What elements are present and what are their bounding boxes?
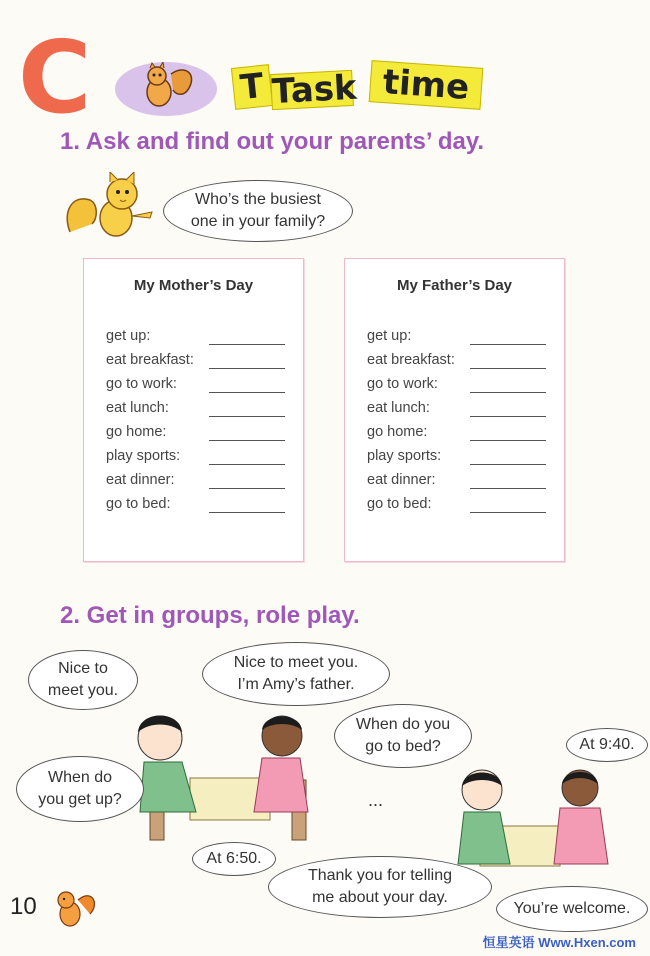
card-title: My Father’s Day [396, 277, 513, 294]
answer-blank [209, 488, 285, 489]
schedule-row [367, 397, 546, 421]
answer-blank [209, 416, 285, 417]
row-label: eat breakfast: [106, 352, 194, 368]
schedule-row [367, 445, 546, 469]
schedule-row [367, 349, 546, 373]
speech-bubble-busiest: Who’s the busiest one in your family? [163, 180, 353, 242]
row-label: eat dinner: [106, 472, 175, 488]
ellipsis-text: ... [368, 790, 384, 810]
task2-heading: 2. Get in groups, role play. [60, 602, 360, 629]
row-label: go home: [367, 424, 428, 440]
answer-blank [470, 464, 546, 465]
schedule-row [106, 493, 285, 517]
schedule-row [106, 421, 285, 445]
row-label: go to work: [367, 376, 438, 392]
answer-blank [470, 344, 546, 345]
answer-blank [209, 392, 285, 393]
answer-blank [209, 440, 285, 441]
answer-blank [209, 512, 285, 513]
mother-day-card [83, 258, 304, 562]
row-label: eat lunch: [106, 400, 169, 416]
row-label: eat breakfast: [367, 352, 455, 368]
squirrel-badge [115, 62, 217, 116]
row-label: eat dinner: [367, 472, 436, 488]
schedule-row [367, 373, 546, 397]
answer-blank [470, 440, 546, 441]
squirrel-icon [64, 172, 164, 244]
schedule-row [106, 397, 285, 421]
title-word-time: time [369, 60, 484, 110]
father-day-card [344, 258, 565, 562]
answer-blank [470, 416, 546, 417]
speech-bubble-at-650: At 6:50. [192, 842, 276, 876]
squirrel-icon [115, 62, 217, 116]
schedule-row [367, 493, 546, 517]
schedule-row [106, 469, 285, 493]
task1-heading: 1. Ask and find out your parents’ day. [60, 128, 485, 155]
answer-blank [470, 368, 546, 369]
row-label: eat lunch: [367, 400, 430, 416]
answer-blank [209, 344, 285, 345]
speech-bubble-when-get-up: When do you get up? [16, 756, 144, 822]
speech-bubble-welcome: You’re welcome. [496, 886, 648, 932]
row-label: go to work: [106, 376, 177, 392]
page-number: 10 [10, 893, 37, 920]
row-label: play sports: [367, 448, 442, 464]
row-label: play sports: [106, 448, 181, 464]
speech-bubble-thank-you: Thank you for telling me about your day. [268, 856, 492, 918]
speech-bubble-nice-to-meet: Nice to meet you. [28, 650, 138, 710]
squirrel-icon [48, 882, 100, 932]
schedule-row [106, 445, 285, 469]
site-footer-text: 恒星英语 Www.Hxen.com [482, 935, 636, 950]
answer-blank [470, 392, 546, 393]
speech-bubble-amys-father: Nice to meet you. I’m Amy’s father. [202, 642, 390, 706]
row-label: get up: [367, 328, 412, 344]
row-label: go to bed: [106, 496, 171, 512]
speech-bubble-when-bed: When do you go to bed? [334, 704, 472, 768]
family-talk-illustration [440, 760, 620, 880]
answer-blank [470, 512, 546, 513]
schedule-row [367, 421, 546, 445]
row-label: get up: [106, 328, 151, 344]
answer-blank [209, 464, 285, 465]
card-title: My Mother’s Day [133, 277, 254, 294]
speech-bubble-at-940: At 9:40. [566, 728, 648, 762]
schedule-row [106, 373, 285, 397]
schedule-row [106, 325, 285, 349]
title-word-task: Task [271, 67, 358, 113]
title-tile: T [231, 64, 273, 110]
schedule-row [106, 349, 285, 373]
section-letter: C [18, 19, 92, 136]
family-talk-illustration [130, 700, 320, 850]
row-label: go to bed: [367, 496, 432, 512]
schedule-row [367, 469, 546, 493]
row-label: go home: [106, 424, 167, 440]
schedule-row [367, 325, 546, 349]
answer-blank [470, 488, 546, 489]
answer-blank [209, 368, 285, 369]
